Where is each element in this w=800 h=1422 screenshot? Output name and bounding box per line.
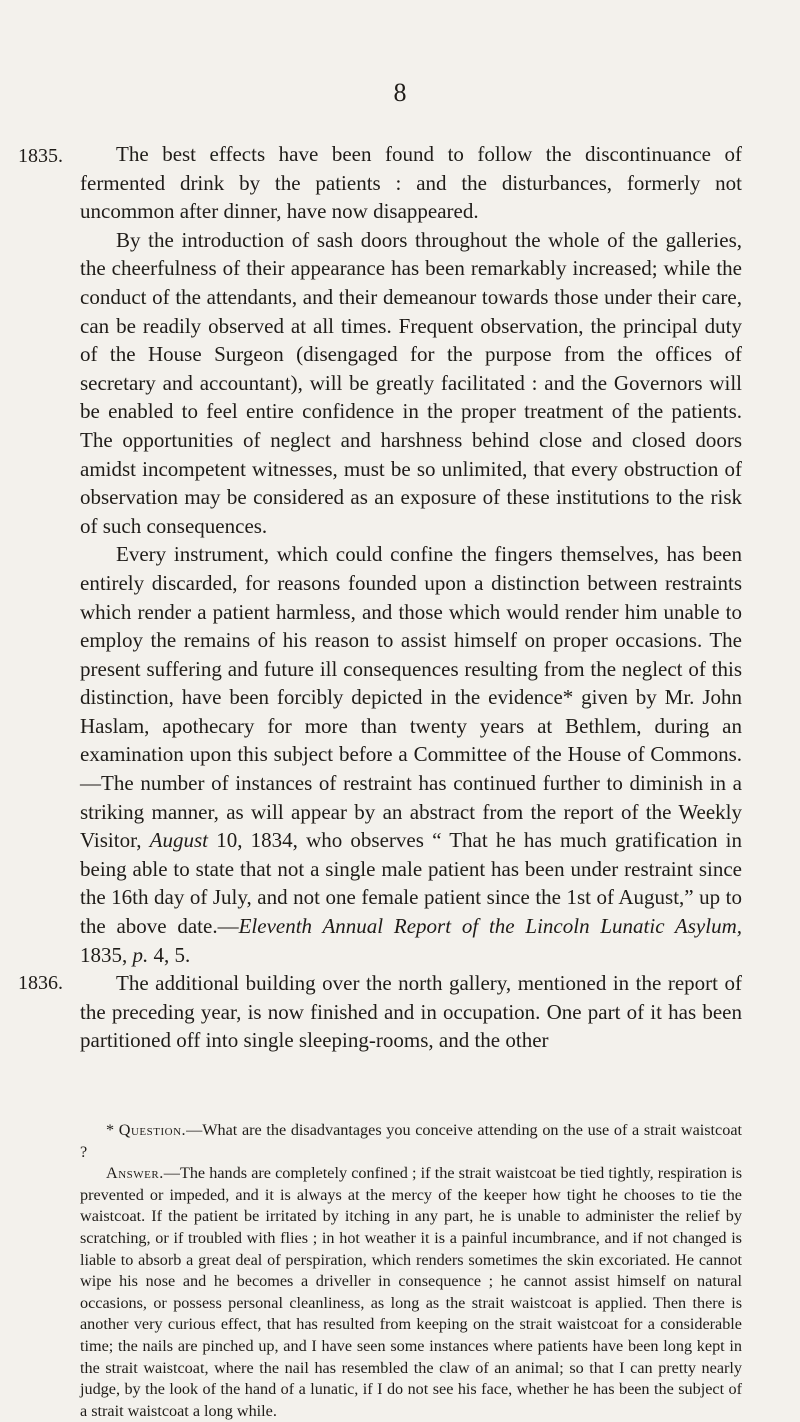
paragraph-3 xyxy=(80,540,742,969)
paragraph-3-text: Every instrument, which could confine the fingers themselves, has been entirely discarded, for reasons founded upon a distinction between restraints which render a patient harmless, and those which would render him unable to employ the remains of his reason to assist himself on proper occasions. The present suffering and future ill consequences resulting from the neglect of this distinction, have been forcibly depicted in the evidence* given by Mr. John Haslam, apothecary for more than twenty years at Bethlem, during an examination upon this subject before a Committee of the House of Commons.—The number of instances of restraint has continued further to diminish in a striking manner, as will appear by an abstract from the report of the Weekly Visitor, xyxy=(80,542,742,853)
paragraph-2: By the introduction of sash doors throughout the whole of the galleries, the cheerfulness of their appearance has been remarkably increased; while the conduct of the attendants, and their demeanour towards those under their care, can be readily observed at all times. Frequent observation, the principal duty of the House Surgeon (disengaged for the purpose from the offices of secretary and accountant), will be greatly facilitated : and the Governors will be enabled to feel entire confidence in the proper treatment of the patients. The opportunities of neglect and harshness behind close and closed doors amidst incompetent witnesses, must be so unlimited, that every obstruction of observation may be considered as an exposure of these institutions to the risk of such consequences. xyxy=(80,227,742,538)
margin-year-1835: 1835. xyxy=(18,145,63,167)
paragraph-4 xyxy=(18,969,742,1055)
visit-date: August xyxy=(149,828,209,853)
page-number: 8 xyxy=(393,78,407,107)
footnote-answer xyxy=(80,1163,742,1422)
footnote xyxy=(80,1120,742,1422)
citation-pages: 4, 5. xyxy=(153,942,191,967)
question-label: Question. xyxy=(118,1121,187,1139)
answer-label: Answer. xyxy=(106,1164,164,1183)
paragraph-4-text: The additional building over the north gallery, mentioned in the report of the preceding year, is now finished and in occupation. One part of it has been partitioned off into single sleeping-rooms, and the other xyxy=(80,971,742,1053)
answer-text: —The hands are completely confined ; if the strait waistcoat be tied tightly, respiration is prevented or impeded, and it is always at the mercy of the keeper how tight he chooses to tie the waistcoat. If the patient be irritated by itching in any part, he is unable to administer the relief by scratching, or if troubled with flies ; in hot weather it is a painful incumbrance, and if not changed is liable to absorb a great deal of perspiration, which renders sometimes the skin excoriated. He cannot wipe his nose and he becomes a driveller in consequence ; he cannot assist himself on natural occasions, or possess personal cleanliness, as long as the strait waistcoat is applied. Then there is another very curious effect, that has resulted from keeping on the strait waistcoat for a considerable time; the nails are pinched up, and I have seen some instances where patients have been long kept in the strait waistcoat, where the nail has resembled the claw of an animal; so that I can pretty nearly judge, by the look of the hand of a lunatic, if I do not see his face, whether he has been the subject of a strait waistcoat a long while. xyxy=(80,1164,742,1420)
citation-year: 1835, xyxy=(80,942,128,967)
report-citation: Eleventh Annual Report of the Lincoln Lunatic Asylum, xyxy=(238,914,742,939)
paragraph-1-text: The best effects have been found to follow the discontinuance of fermented drink by the patients : and the disturbances, formerly not uncommon after dinner, have now disappeared. xyxy=(80,142,742,224)
footnote-question xyxy=(80,1120,742,1163)
paragraph-1 xyxy=(18,140,742,226)
question-text: —What are the disadvantages you conceive attending on the use of a strait waistcoat ? xyxy=(80,1121,743,1161)
citation-page-abbrev: p. xyxy=(132,942,149,967)
footnote-mark: * xyxy=(106,1121,115,1139)
body-text xyxy=(18,140,743,1055)
paragraph-3-quote: 10, 1834, who observes “ That he has much gratification in being able to state that not a single male patient has been under restraint since the 16th day of July, and not one female patient since the 1st of August,” up to the above date.— xyxy=(80,828,743,939)
margin-year-1836: 1836. xyxy=(18,972,63,995)
